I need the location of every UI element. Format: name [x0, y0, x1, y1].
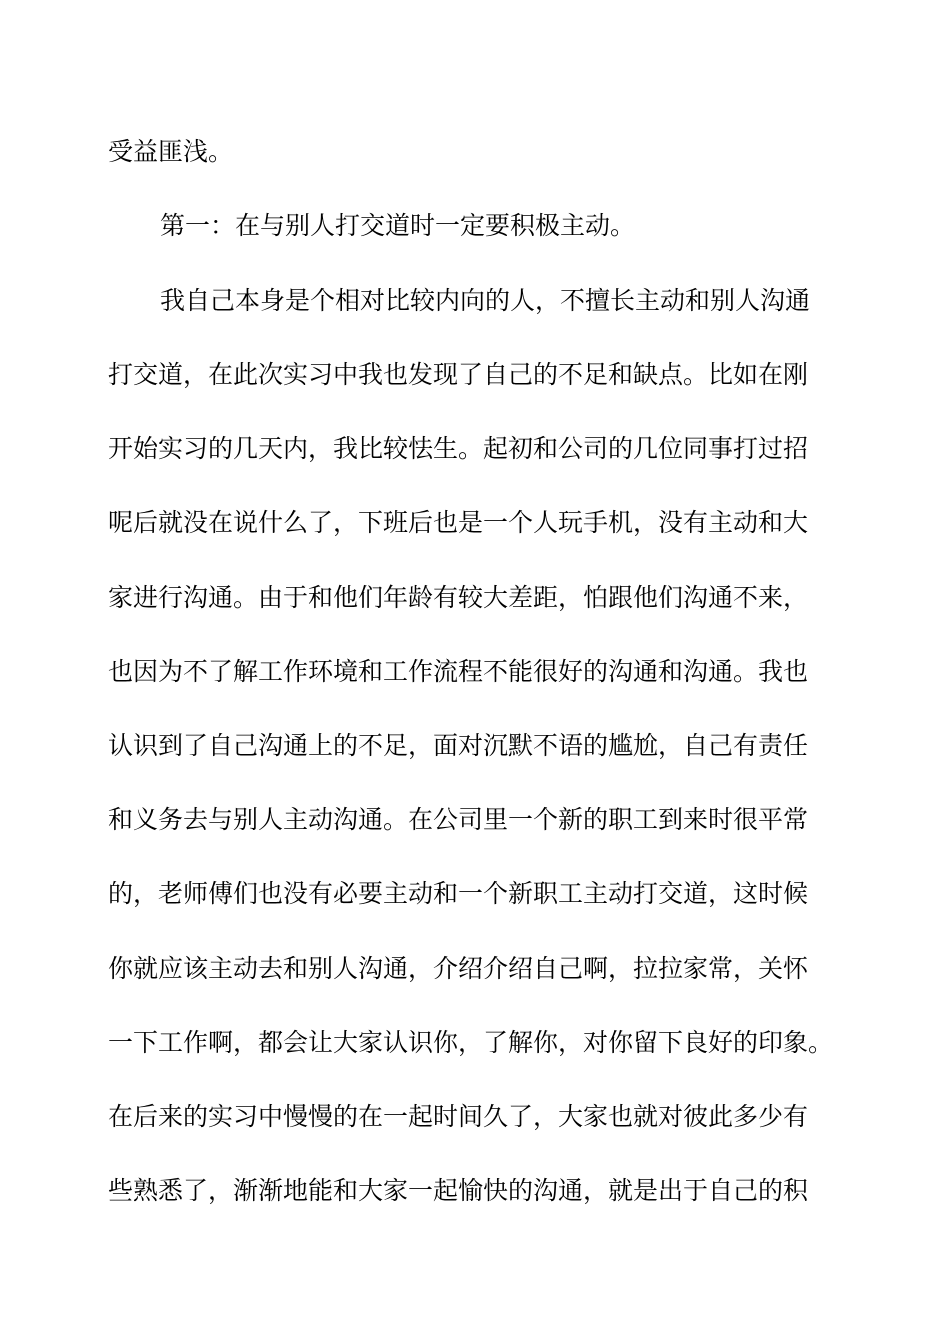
text-line-4: 打交道，在此次实习中我也发现了自己的不足和缺点。比如在刚 — [108, 360, 809, 389]
paragraph-first-line: 我自己本身是个相对比较内向的人，不擅长主动和别人沟通 — [160, 286, 811, 315]
text-line-10: 和义务去与别人主动沟通。在公司里一个新的职工到来时很平常 — [108, 805, 809, 834]
text-line-5: 开始实习的几天内，我比较怯生。起初和公司的几位同事打过招 — [108, 434, 809, 463]
text-line-1: 受益匪浅。 — [108, 137, 234, 166]
text-line-7: 家进行沟通。由于和他们年龄有较大差距，怕跟他们沟通不来， — [108, 583, 809, 612]
text-line-11: 的，老师傅们也没有必要主动和一个新职工主动打交道，这时候 — [108, 879, 809, 908]
text-line-15: 些熟悉了，渐渐地能和大家一起愉快的沟通，就是出于自己的积 — [108, 1176, 809, 1205]
text-line-9: 认识到了自己沟通上的不足，面对沉默不语的尴尬，自己有责任 — [108, 731, 809, 760]
text-line-8: 也因为不了解工作环境和工作流程不能很好的沟通和沟通。我也 — [108, 657, 809, 686]
text-line-12: 你就应该主动去和别人沟通，介绍介绍自己啊，拉拉家常，关怀 — [108, 954, 809, 983]
section-heading: 第一：在与别人打交道时一定要积极主动。 — [160, 211, 636, 240]
text-line-6: 呢后就没在说什么了，下班后也是一个人玩手机，没有主动和大 — [108, 508, 809, 537]
text-line-14: 在后来的实习中慢慢的在一起时间久了，大家也就对彼此多少有 — [108, 1102, 809, 1131]
text-line-13: 一下工作啊，都会让大家认识你，了解你，对你留下良好的印象。 — [108, 1028, 834, 1057]
